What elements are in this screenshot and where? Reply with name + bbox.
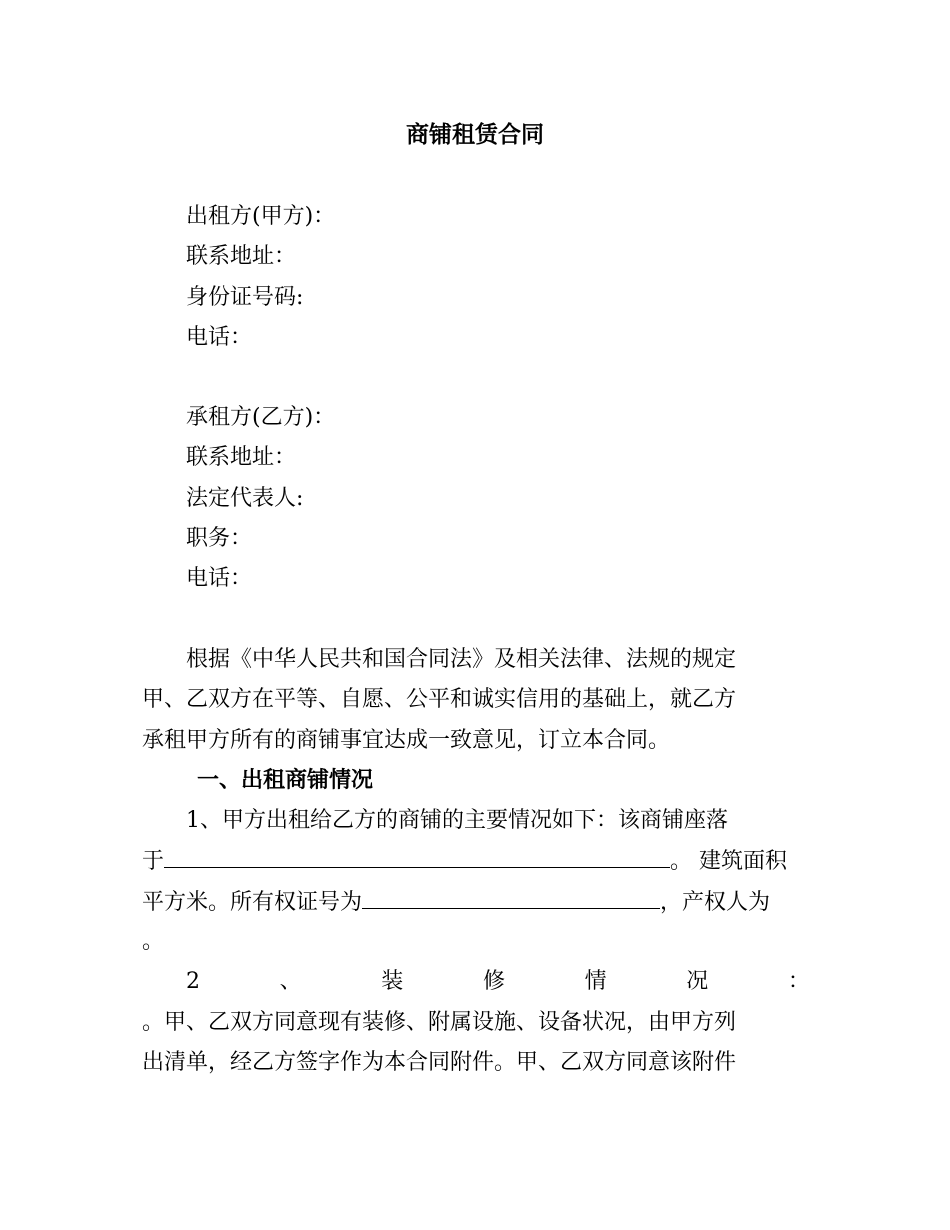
lessor-id-number: 身份证号码: — [186, 284, 304, 310]
item-1-certificate-label: 平方米。所有权证号为 — [142, 889, 363, 915]
item-2-line-2: 。甲、乙双方同意现有装修、附属设施、设备状况，由甲方列 — [142, 1009, 737, 1035]
lessor-address: 联系地址： — [186, 244, 297, 270]
item-2-char: 况 — [686, 969, 709, 995]
item-2-char: 情 — [584, 969, 607, 995]
lessee-legal-rep: 法定代表人: — [186, 485, 304, 511]
lessor-label: 出租方(甲方)： — [186, 204, 336, 229]
preamble-line-3: 承租甲方所有的商铺事宜达成一致意见，订立本合同。 — [142, 727, 671, 753]
item-2-line-1 — [142, 962, 810, 1002]
certificate-number-blank[interactable] — [362, 882, 660, 909]
lessee-position: 职务： — [186, 525, 253, 551]
preamble-line-1: 根据《中华人民共和国合同法》及相关法律、法规的规定 — [186, 647, 737, 672]
item-1-line-2 — [142, 841, 810, 881]
item-1-line-3 — [142, 882, 810, 922]
lessor-block — [186, 197, 335, 358]
item-1-located-at: 于 — [142, 849, 165, 875]
contract-body — [142, 640, 810, 1083]
item-2-line-3: 出清单，经乙方签字作为本合同附件。甲、乙双方同意该附件 — [142, 1049, 737, 1075]
item-2-char: 修 — [482, 969, 505, 995]
lessee-label: 承租方(乙方)： — [186, 405, 336, 430]
item-2-char: 装 — [381, 969, 404, 995]
location-blank[interactable] — [164, 841, 670, 868]
item-1-line-4: 。 — [142, 929, 165, 955]
lessee-address: 联系地址： — [186, 445, 297, 471]
lessee-block — [186, 398, 335, 599]
lessor-phone: 电话： — [186, 324, 253, 350]
section-1-heading: 一、出租商铺情况 — [197, 767, 374, 793]
item-2-char: 2 — [186, 969, 200, 995]
lessee-phone: 电话： — [186, 566, 253, 592]
preamble-line-2: 甲、乙双方在平等、自愿、公平和诚实信用的基础上，就乙方 — [142, 687, 737, 713]
document-title: 商铺租赁合同 — [406, 122, 544, 148]
item-1-line-1: 1、甲方出租给乙方的商铺的主要情况如下：该商铺座落 — [186, 808, 728, 834]
item-1-area-label: 。 建筑面积 — [670, 849, 788, 875]
item-2-char: ： — [787, 969, 810, 995]
item-2-char: 、 — [279, 969, 302, 995]
item-1-owner-label: ，产权人为 — [660, 889, 771, 915]
